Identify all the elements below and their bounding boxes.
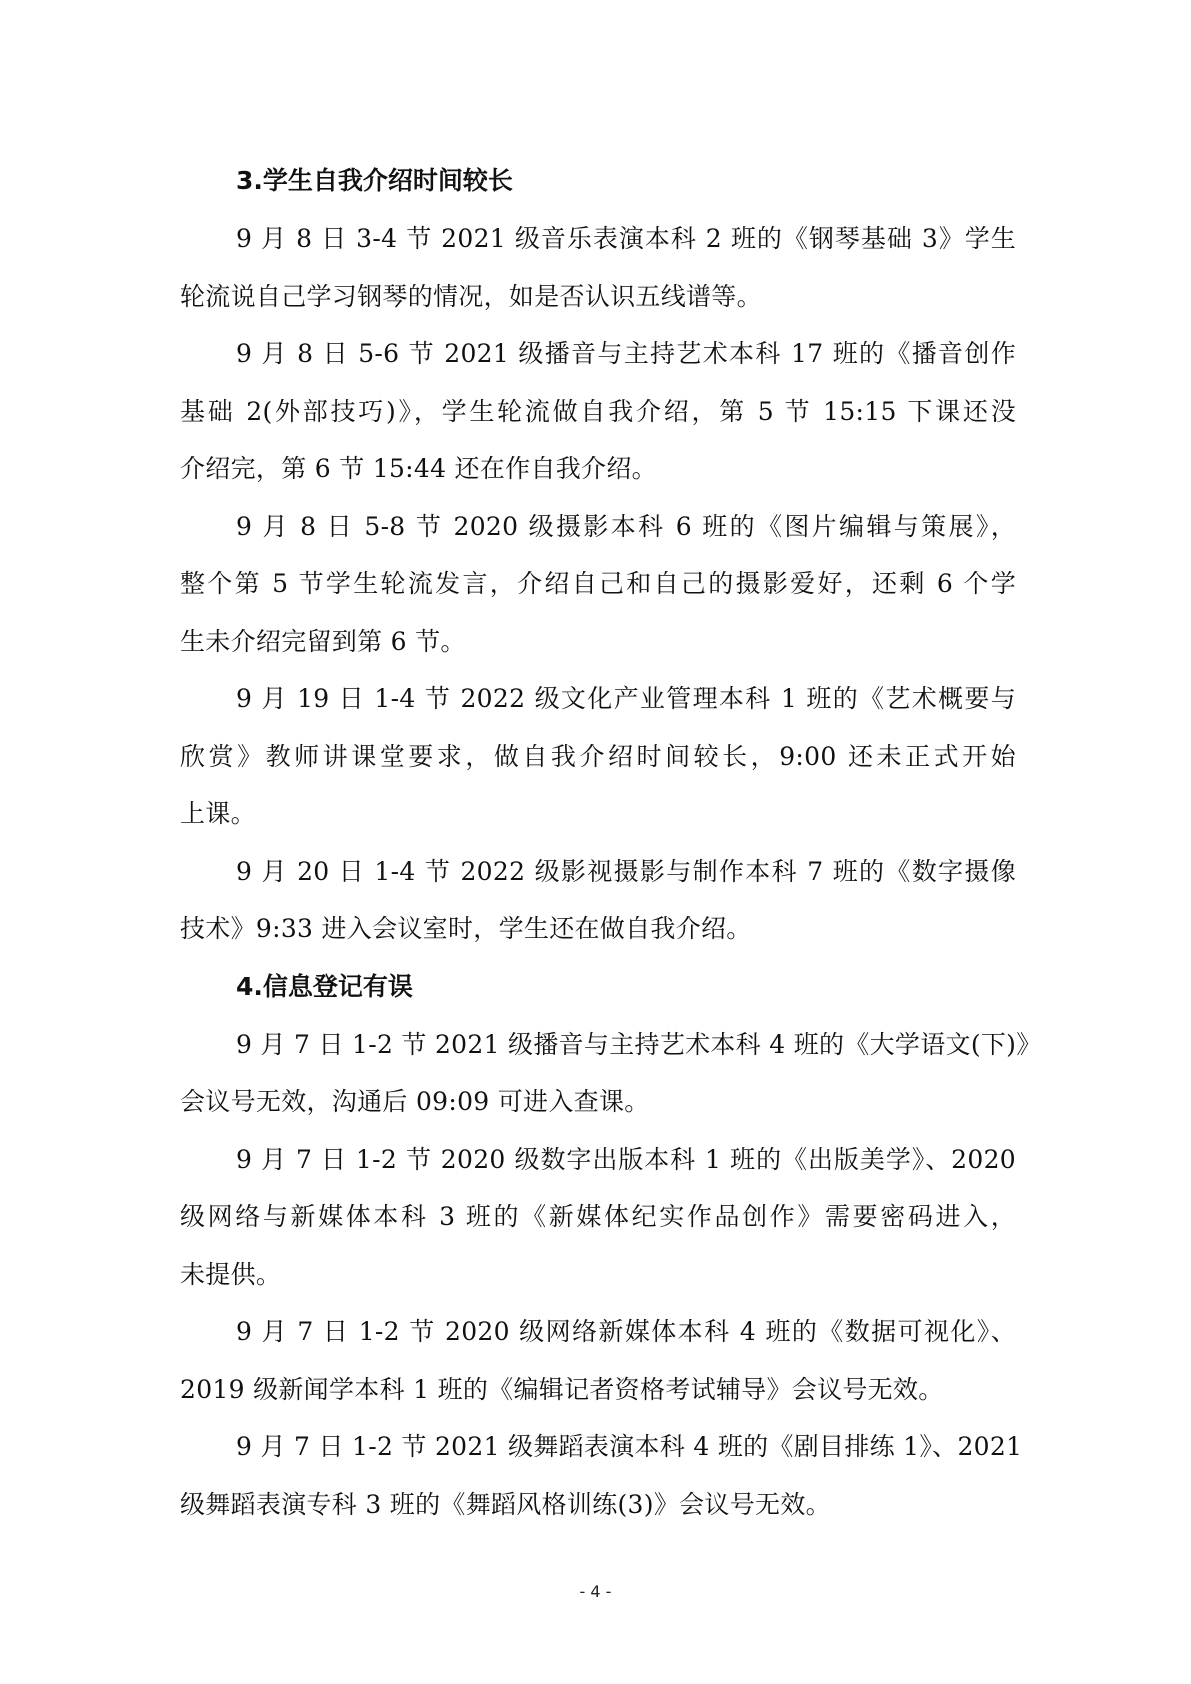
text-line: 整个第 5 节学生轮流发言，介绍自己和自己的摄影爱好，还剩 6 个学 [180,569,1016,598]
paragraph [180,670,1016,843]
text-line: 级舞蹈表演专科 3 班的《舞蹈风格训练(3)》会议号无效。 [180,1489,831,1519]
text-line: 9 月 20 日 1-4 节 2022 级影视摄影与制作本科 7 班的《数字摄像 [236,856,1016,886]
text-line: 生未介绍完留到第 6 节。 [180,626,466,656]
paragraph [180,210,1016,325]
text-line: 9 月 19 日 1-4 节 2022 级文化产业管理本科 1 班的《艺术概要与 [236,684,1016,713]
text-line: 9 月 8 日 5-8 节 2020 级摄影本科 6 班的《图片编辑与策展》， [236,511,1016,541]
paragraph [180,1418,1023,1533]
text-line: 基础 2(外部技巧)》，学生轮流做自我介绍，第 5 节 15:15 下课还没 [180,396,1016,426]
text-line: 轮流说自己学习钢琴的情况，如是否认识五线谱等。 [180,281,762,311]
text-line: 会议号无效，沟通后 09:09 可进入查课。 [180,1087,650,1116]
text-line: 9 月 8 日 5-6 节 2021 级播音与主持艺术本科 17 班的《播音创作 [236,339,1016,368]
text-line: 2019 级新闻学本科 1 班的《编辑记者资格考试辅导》会议号无效。 [180,1374,944,1404]
paragraph [180,498,1016,671]
page-number: - 4 - [579,1582,612,1601]
section-4-heading: 4.信息登记有误 [236,971,413,1001]
text-line: 级网络与新媒体本科 3 班的《新媒体纪实作品创作》需要密码进入， [180,1202,1016,1231]
section-3-heading: 3.学生自我介绍时间较长 [236,166,513,195]
page-content [180,152,1042,1533]
paragraph [180,1131,1016,1304]
paragraph [180,843,1016,958]
text-line: 9 月 7 日 1-2 节 2021 级舞蹈表演本科 4 班的《剧目排练 1》、2021 [236,1432,1023,1461]
text-line: 技术》9:33 进入会议室时，学生还在做自我介绍。 [180,914,752,943]
text-line: 介绍完，第 6 节 15:44 还在作自我介绍。 [180,454,657,483]
text-line: 上课。 [180,799,256,828]
paragraph [180,325,1016,498]
text-line: 9 月 7 日 1-2 节 2021 级播音与主持艺术本科 4 班的《大学语文(下)》 [236,1029,1042,1059]
text-line: 9 月 8 日 3-4 节 2021 级音乐表演本科 2 班的《钢琴基础 3》学生 [236,224,1016,253]
text-line: 未提供。 [180,1259,282,1289]
text-line: 9 月 7 日 1-2 节 2020 级数字出版本科 1 班的《出版美学》、2020 [236,1144,1016,1174]
text-line: 9 月 7 日 1-2 节 2020 级网络新媒体本科 4 班的《数据可视化》、 [236,1317,1016,1346]
paragraph [180,1303,1016,1418]
text-line: 欣赏》教师讲课堂要求，做自我介绍时间较长，9:00 还未正式开始 [180,741,1016,771]
paragraph [180,1016,1042,1131]
